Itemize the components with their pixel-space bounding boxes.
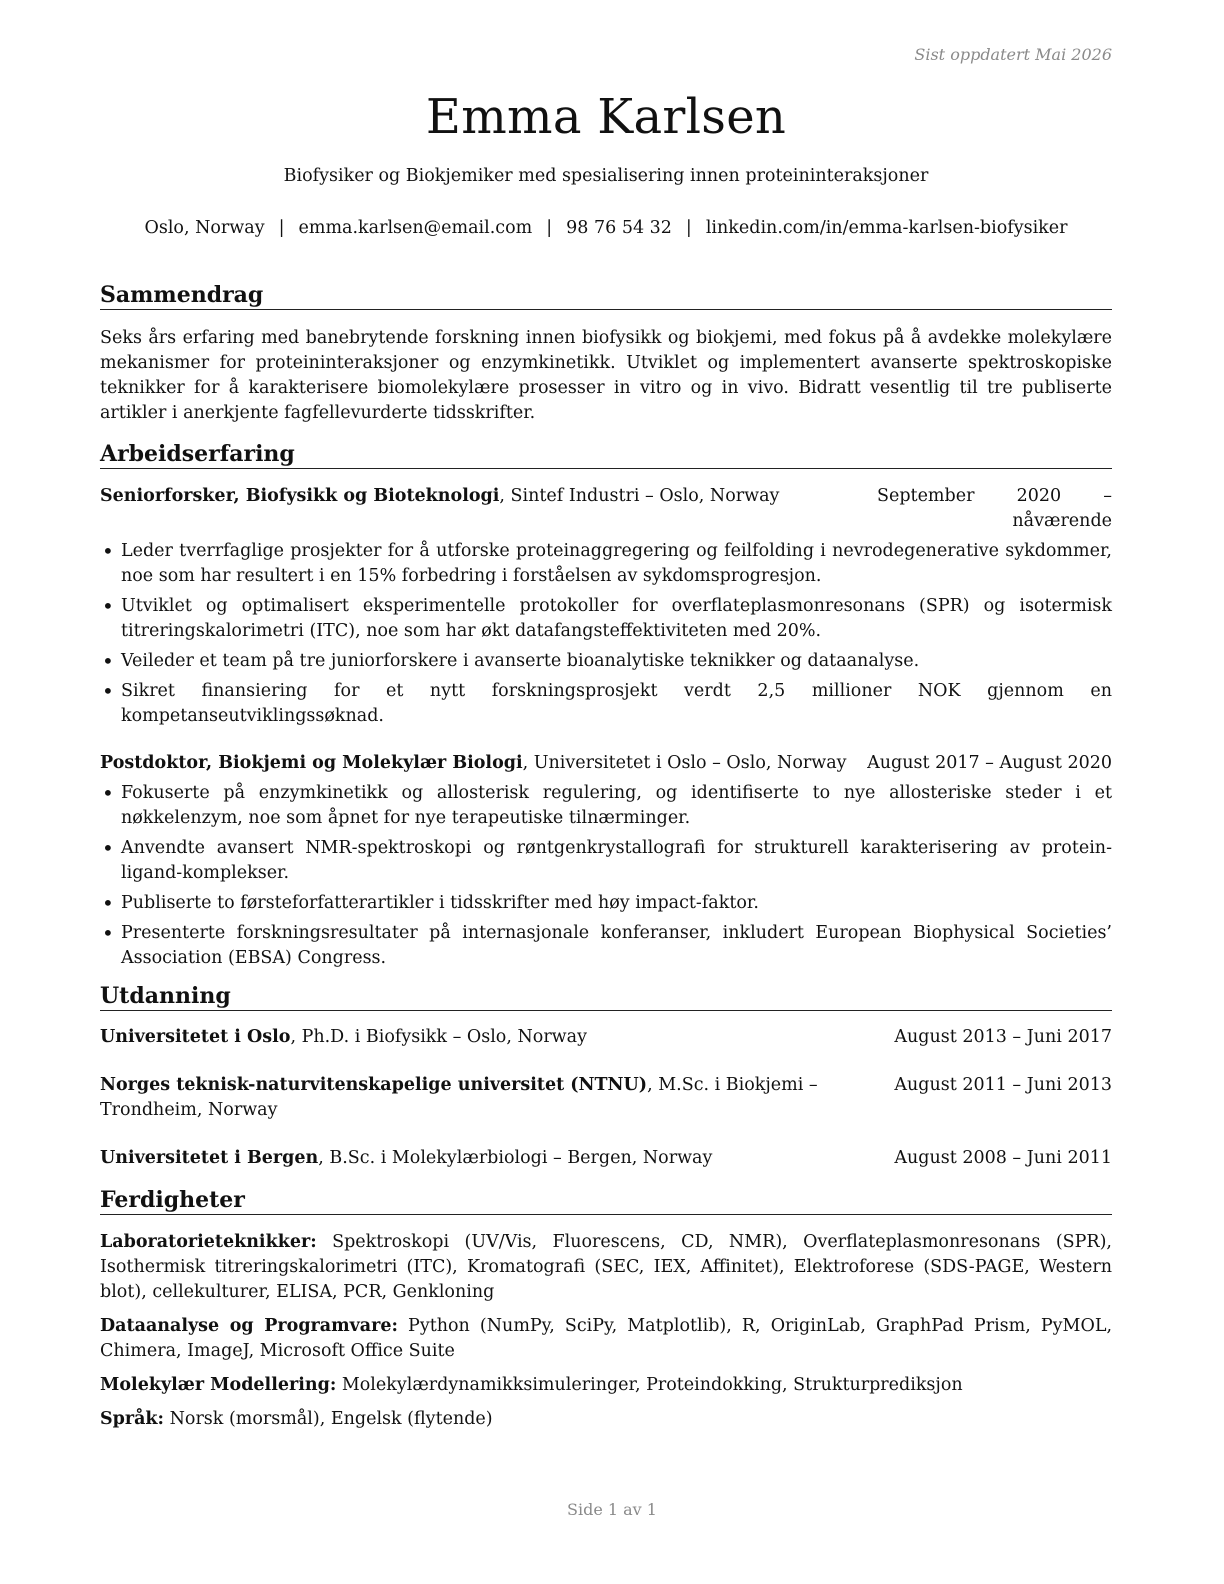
education-school: Norges teknisk-naturvitenskapelige universitet (NTNU) bbox=[100, 1075, 648, 1095]
job-entry bbox=[100, 484, 1112, 729]
list-item: • Presenterte forskningsresultater på internasjonale konferanser, inkludert European Biophysical Societies’ Association (EBSA) Congress. bbox=[100, 921, 1112, 971]
skill-text: Python (NumPy, SciPy, Matplotlib), R, OriginLab, GraphPad Prism, PyMOL, Chimera, ImageJ, Microsoft Office Suite bbox=[100, 1316, 1113, 1361]
job-bullets bbox=[100, 781, 1112, 971]
skill-row bbox=[100, 1373, 1112, 1398]
education-detail: , M.Sc. i Biokjemi – Trondheim, Norway bbox=[100, 1075, 818, 1120]
experience-section bbox=[100, 441, 1112, 971]
education-detail: , B.Sc. i Molekylærbiologi – Bergen, Norway bbox=[318, 1148, 713, 1168]
contact-phone: 98 76 54 32 bbox=[566, 218, 672, 238]
education-dates: August 2011 – Juni 2013 bbox=[894, 1075, 1112, 1095]
education-section bbox=[100, 983, 1112, 1171]
skill-row bbox=[100, 1314, 1112, 1364]
job-entry bbox=[100, 751, 1112, 971]
job-dates: August 2017 – August 2020 bbox=[867, 753, 1112, 773]
job-bullets bbox=[100, 539, 1112, 729]
contact-separator: | bbox=[685, 218, 692, 238]
resume-page bbox=[100, 86, 1112, 1432]
list-item: • Anvendte avansert NMR-spektroskopi og røntgenkrystallografi for strukturell karakterisering av protein-ligand-komplekser. bbox=[100, 836, 1112, 886]
job-organization: , Sintef Industri – Oslo, Norway bbox=[499, 486, 780, 506]
skill-label: Molekylær Modellering: bbox=[100, 1375, 337, 1395]
education-school: Universitetet i Bergen bbox=[100, 1148, 319, 1168]
contact-line bbox=[100, 216, 1112, 241]
education-entry bbox=[100, 1146, 1112, 1171]
list-item: • Fokuserte på enzymkinetikk og allosterisk regulering, og identifiserte to nye allosteriske steder i et nøkkelenzym, noe som åpnet for nye terapeutiske tilnærminger. bbox=[100, 781, 1112, 831]
section-title-experience: Arbeidserfaring bbox=[100, 441, 1112, 469]
section-title-summary: Sammendrag bbox=[100, 282, 1112, 310]
education-dates: August 2008 – Juni 2011 bbox=[894, 1148, 1112, 1168]
skill-label: Dataanalyse og Programvare: bbox=[100, 1316, 398, 1336]
contact-linkedin[interactable]: linkedin.com/in/emma-karlsen-biofysiker bbox=[705, 218, 1068, 238]
job-dates: September 2020 – nåværende bbox=[877, 486, 1112, 531]
skill-row bbox=[100, 1407, 1112, 1432]
education-entry bbox=[100, 1073, 1112, 1123]
skill-text: Molekylærdynamikksimuleringer, Proteindokking, Strukturprediksjon bbox=[336, 1375, 963, 1395]
job-title-line bbox=[100, 484, 877, 534]
job-organization: , Universitetet i Oslo – Oslo, Norway bbox=[522, 753, 847, 773]
candidate-subtitle: Biofysiker og Biokjemiker med spesialisering innen proteininteraksjoner bbox=[283, 166, 929, 186]
skill-text: Norsk (morsmål), Engelsk (flytende) bbox=[164, 1409, 493, 1429]
list-item: • Veileder et team på tre juniorforskere i avanserte bioanalytiske teknikker og dataanalyse. bbox=[100, 649, 1112, 674]
skills-section bbox=[100, 1187, 1112, 1432]
section-title-education: Utdanning bbox=[100, 983, 1112, 1011]
contact-separator: | bbox=[546, 218, 553, 238]
list-item: • Leder tverrfaglige prosjekter for å utforske proteinaggregering og feilfolding i nevrodegenerative sykdommer, noe som har resultert i en 15% forbedring i forståelsen av sykdomsprogresjon. bbox=[100, 539, 1112, 589]
section-title-skills: Ferdigheter bbox=[100, 1187, 1112, 1215]
education-entry bbox=[100, 1025, 1112, 1050]
job-role: Seniorforsker, Biofysikk og Bioteknologi bbox=[100, 486, 500, 506]
candidate-name: Emma Karlsen bbox=[425, 89, 787, 145]
last-updated-note: Sist oppdatert Mai 2026 bbox=[914, 45, 1112, 64]
list-item: • Utviklet og optimalisert eksperimentelle protokoller for overflateplasmonresonans (SPR) og isotermisk titreringskalorimetri (ITC), noe som har økt datafangsteffektiviteten med 20%. bbox=[100, 594, 1112, 644]
job-header bbox=[100, 484, 1112, 534]
contact-separator: | bbox=[278, 218, 285, 238]
contact-email[interactable]: emma.karlsen@email.com bbox=[298, 218, 533, 238]
skill-text: Spektroskopi (UV/Vis, Fluorescens, CD, NMR), Overflateplasmonresonans (SPR), Isothermisk titreringskalorimetri (ITC), Kromatografi (SEC, IEX, Affinitet), Elektroforese (SDS-PAGE, Western blot), cellekulturer, ELISA, PCR, Genkloning bbox=[100, 1232, 1112, 1302]
education-dates: August 2013 – Juni 2017 bbox=[894, 1027, 1112, 1047]
education-school-line bbox=[100, 1025, 894, 1050]
contact-location: Oslo, Norway bbox=[144, 218, 265, 238]
job-role: Postdoktor, Biokjemi og Molekylær Biologi bbox=[100, 753, 523, 773]
education-detail: , Ph.D. i Biofysikk – Oslo, Norway bbox=[290, 1027, 587, 1047]
education-school: Universitetet i Oslo bbox=[100, 1027, 291, 1047]
list-item: • Sikret finansiering for et nytt forskningsprosjekt verdt 2,5 millioner NOK gjennom en kompetanseutviklingssøknad. bbox=[100, 679, 1112, 729]
job-title-line bbox=[100, 751, 867, 776]
summary-text: Seks års erfaring med banebrytende forskning innen biofysikk og biokjemi, med fokus på å avdekke molekylære mekanismer for proteininteraksjoner og enzymkinetikk. Utviklet og implementert avanserte spektroskopiske teknikker for å karakterisere biomolekylære prosesser in vitro og in vivo. Bidratt vesentlig til tre publiserte artikler i anerkjente fagfellevurderte tidsskrifter. bbox=[100, 328, 1112, 423]
list-item: • Publiserte to førsteforfatterartikler i tidsskrifter med høy impact-faktor. bbox=[100, 891, 1112, 916]
education-school-line bbox=[100, 1146, 894, 1171]
page-number: Side 1 av 1 bbox=[567, 1500, 657, 1519]
summary-section bbox=[100, 282, 1112, 426]
education-school-line bbox=[100, 1073, 894, 1123]
job-header bbox=[100, 751, 1112, 776]
skill-label: Språk: bbox=[100, 1409, 165, 1429]
skill-row bbox=[100, 1230, 1112, 1305]
skill-label: Laboratorieteknikker: bbox=[100, 1232, 317, 1252]
